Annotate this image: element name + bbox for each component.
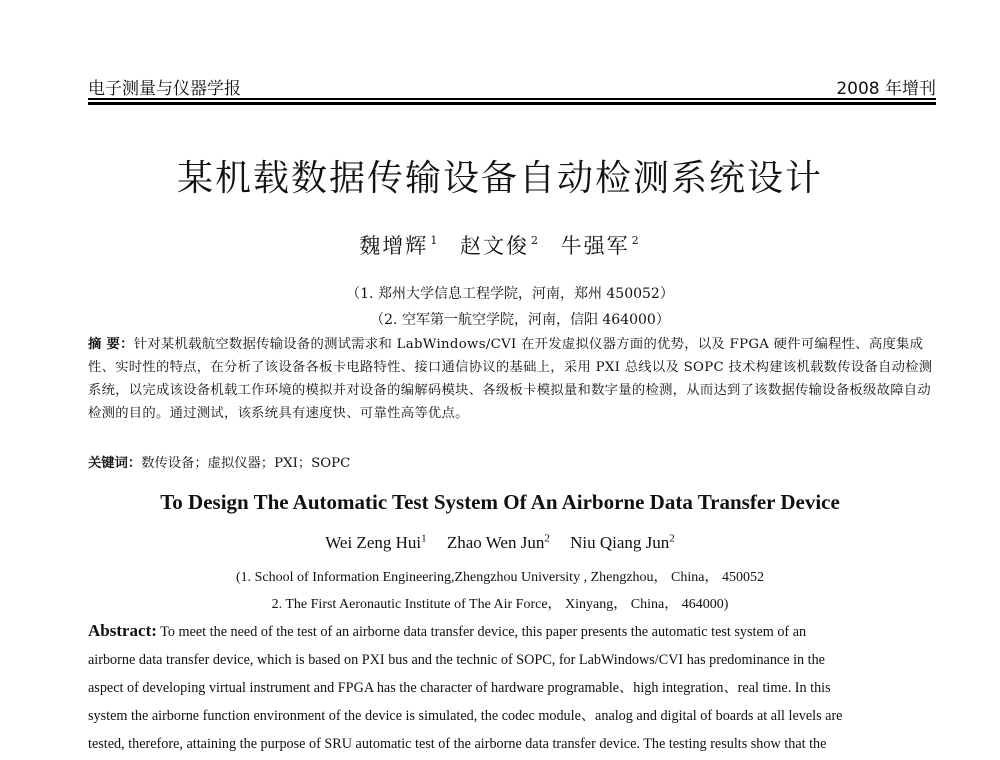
author-cn-1: 魏增辉 $^1$: [359, 234, 440, 258]
abstract-en-line: Abstract: To meet the need of the test of an airborne data transfer device, this paper presents the automatic test system of an: [88, 621, 807, 640]
affiliation-cn-1: （1. 郑州大学信息工程学院，河南，郑州 450052）: [346, 286, 674, 302]
authors-chinese: [0, 230, 1000, 260]
abstract-en-line: aspect of developing virtual instrument and FPGA has the character of hardware programable、high integration、real time. In this: [88, 680, 831, 696]
abstract-english: [88, 617, 948, 758]
header-rule-thin: [88, 98, 936, 100]
header-rule-thick: [88, 102, 936, 105]
abstract-cn-text: 针对某机载航空数据传输设备的测试需求和 LabWindows/CVI 在开发虚拟仪器方面的优势，以及 FPGA 硬件可编程性、高度集成性、实时性的特点，在分析了该设备各板卡电路特性、接口通信协议的基础上，采用 PXI 总线以及 SOPC 技术构建该机载数传设备自动检测系统，以完成该设备机载工作环境的模拟并对设备的编解码模块、各级板卡模拟量和数字量的检测，从而达到了该数据传输设备板级故障自动检测的目的。通过测试，该系统具有速度快、可靠性高等优点。: [88, 337, 933, 421]
author-en-2: Zhao Wen Jun$^2$: [446, 532, 550, 552]
keywords-cn-label: 关键词：: [88, 456, 142, 471]
abstract-cn-label: 摘 要：: [88, 337, 134, 352]
abstract-en-line: tested, therefore, attaining the purpose of SRU automatic test of the airborne data transfer device. The testing results show that the: [88, 736, 827, 752]
authors-english: [0, 532, 1000, 553]
keywords-cn-text: 数传设备；虚拟仪器；PXI；SOPC: [141, 456, 351, 471]
title-english: To Design The Automatic Test System Of An Airborne Data Transfer Device: [160, 490, 840, 514]
affiliation-en-2: 2. The First Aeronautic Institute of The Air Force， Xinyang， China， 464000): [271, 597, 729, 612]
author-cn-3: 牛强军 $^2$: [560, 234, 641, 258]
author-en-1: Wei Zeng Hui$^1$: [325, 532, 427, 552]
issue-label: 2008 年增刊: [836, 79, 936, 99]
journal-name: 电子测量与仪器学报: [88, 79, 241, 99]
abstract-en-line: system the airborne function environment of the device is simulated, the codec module、analog and digital of boards at all levels are: [88, 708, 843, 724]
affiliation-cn-2: （2. 空军第一航空学院，河南，信阳 464000）: [370, 312, 670, 328]
keywords-chinese: [88, 452, 350, 471]
title-chinese: 某机载数据传输设备自动检测系统设计: [176, 158, 823, 199]
abstract-en-line: airborne data transfer device, which is based on PXI bus and the technic of SOPC, for LabWindows/CVI has predominance in the: [88, 652, 825, 668]
author-cn-2: 赵文俊 $^2$: [460, 234, 540, 258]
running-header: [88, 74, 936, 100]
author-en-3: Niu Qiang Jun$^2$: [570, 532, 675, 552]
abstract-chinese: [88, 333, 936, 425]
abstract-en-label: Abstract:: [88, 621, 157, 640]
affiliation-en-1: (1. School of Information Engineering,Zhengzhou University , Zhengzhou， China， 450052: [235, 570, 764, 585]
